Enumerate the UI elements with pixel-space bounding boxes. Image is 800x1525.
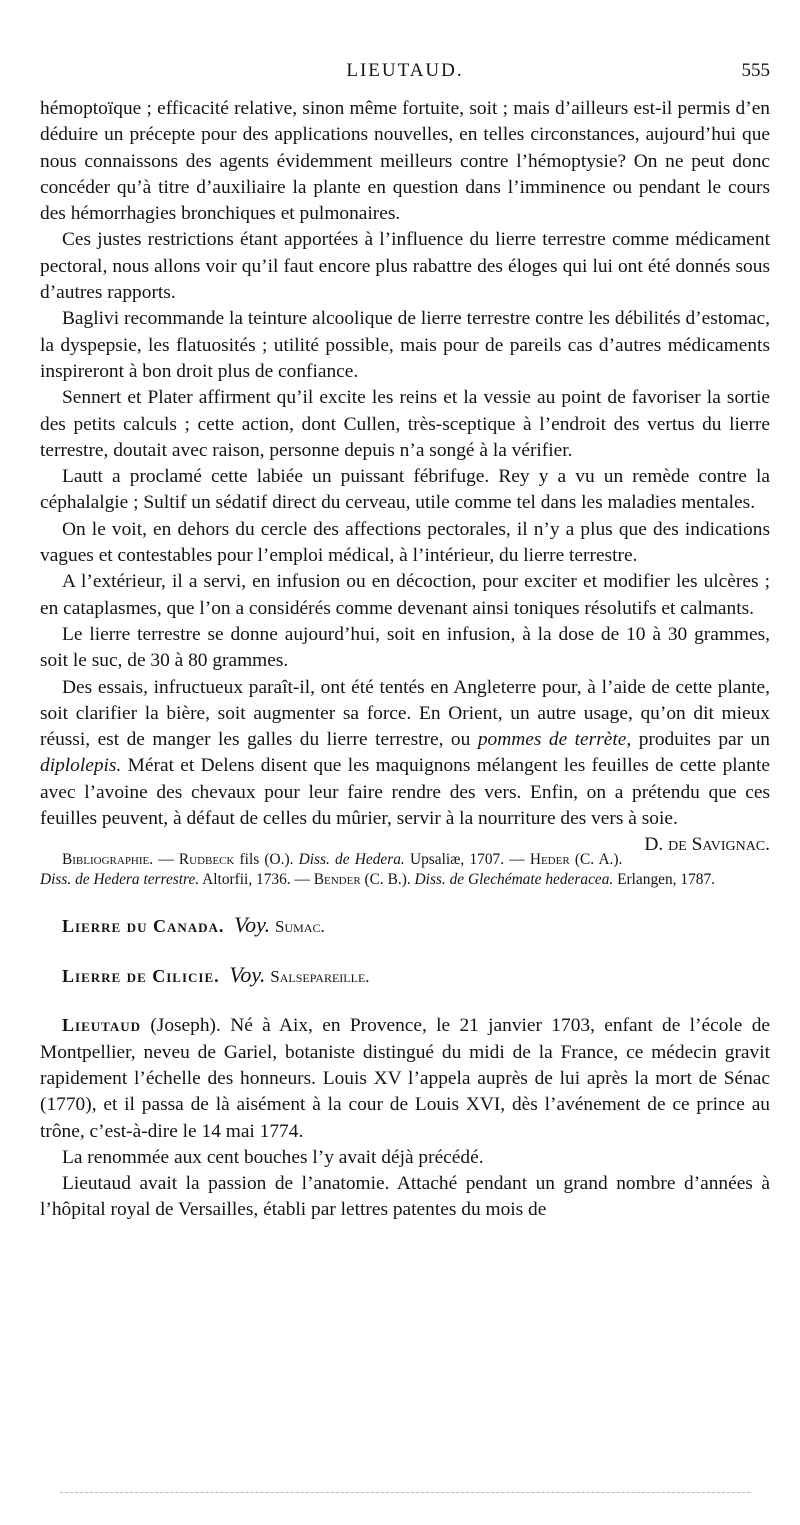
- italic-term: diplolepis.: [40, 755, 122, 777]
- paragraph: Le lierre terrestre se donne aujourd’hui, soit en infusion, à la dose de 10 à 30 grammes, soit le suc, de 30 à 80 grammes.: [40, 623, 770, 672]
- paragraph-text: Mérat et Delens disent que les maquignons mélangent les feuilles de cette plante avec l’avoine des chevaux pour leur faire rendre des vers. Enfin, on a prétendu que ces feuilles peuvent, à défaut de celles du mûrier, servir à la nourriture des vers à soie.: [40, 755, 770, 830]
- voy-label: Voy.: [229, 962, 266, 988]
- paragraph: On le voit, en dehors du cercle des affections pectorales, il n’y a plus que des indications vagues et contestables pour l’emploi médical, à l’intérieur, du lierre terrestre.: [40, 518, 770, 567]
- voy-label: Voy.: [234, 912, 271, 938]
- entry-text: Né à Aix, en Provence, le 21 janvier 1703, enfant de l’école de Montpellier, neveu de Gariel, botaniste distingué du midi de la France, ce médecin gravit rapidement l’échelle des honneurs. Louis XV l’appela auprès de lui après la mort de Sénac (1770), et il passa de là aisément à la cour de Louis XVI, dès l’avénement de ce prince au trône, c’est-à-dire le 14 mai 1774.: [40, 1015, 770, 1142]
- paragraph: Sennert et Plater affirment qu’il excite les reins et la vessie au point de favoriser la sortie des petits calculs ; cette action, dont Cullen, très-sceptique à l’endroit des vertus du lierre terrestre, doutait avec raison, personne depuis n’a songé à la vérifier.: [40, 387, 770, 461]
- bib-author: Bender: [313, 871, 361, 889]
- paragraph: Baglivi recommande la teinture alcoolique de lierre terrestre contre les débilités d’estomac, la dyspepsie, les flatuosités ; utilité possible, mais pour de pareils cas d’autres médicaments inspireront à bon droit plus de confiance.: [40, 308, 770, 382]
- paragraph: La renommée aux cent bouches l’y avait déjà précédé.: [62, 1146, 484, 1168]
- page-header: [40, 60, 770, 90]
- body-text: [40, 96, 770, 1224]
- entry-headword: Lierre du Canada.: [62, 916, 225, 937]
- bib-text: fils (O.).: [234, 851, 299, 869]
- biographical-entry: [40, 1012, 770, 1144]
- entry-forename: (Joseph).: [141, 1015, 221, 1037]
- bib-text: Erlangen, 1787.: [613, 871, 716, 889]
- paragraph: Ces justes restrictions étant apportées à l’influence du lierre terrestre comme médicament pectoral, nous allons voir qu’il faut encore plus rabattre des éloges qui lui ont été donnés sous d’autres rapports.: [40, 229, 770, 304]
- bib-text: (C. B.).: [360, 871, 415, 889]
- bib-text: (C. A.).: [569, 851, 623, 869]
- author-signature: D. de Savignac.: [644, 834, 770, 856]
- italic-term: pommes de terrète,: [477, 729, 632, 751]
- footer-rule: [60, 1492, 750, 1493]
- cross-reference-entry: [40, 962, 770, 990]
- bib-author: Heder: [529, 851, 570, 869]
- paragraph: Lieutaud avait la passion de l’anatomie. Attaché pendant un grand nombre d’années à l’hôpital royal de Versailles, établi par lettres patentes du mois de: [40, 1173, 770, 1221]
- paragraph: A l’extérieur, il a servi, en infusion ou en décoction, pour exciter et modifier les ulcères ; en cataplasmes, que l’on a considérés comme devenant ainsi toniques résolutifs et calmants.: [40, 571, 770, 619]
- bib-title: Diss. de Hedera.: [298, 851, 405, 869]
- cross-reference-entry: [40, 912, 770, 940]
- paragraph-with-signature: [40, 675, 770, 856]
- bibliography-label: Bibliographie.: [62, 851, 154, 869]
- paragraph: hémoptoïque ; efficacité relative, sinon même fortuite, soit ; mais d’ailleurs est-il permis d’en déduire un précepte pour des applications nouvelles, en telles circonstances, aujourd’hui que nous connaissons des agents évidemment meilleurs contre l’hémoptysie? On ne peut donc concéder qu’à titre d’auxiliaire la plante en question dans l’imminence ou pendant le cours des hémorrhagies bronchiques et pulmonaires.: [40, 98, 770, 225]
- paragraph-text: Des essais, infructueux paraît-il, ont été tentés en Angleterre pour, à l’aide de cette plante, soit clarifier la bière, soit augmenter sa force. En Orient, un autre usage, qu’on dit mieux réussi, est de manger les galles du lierre terrestre, ou: [40, 676, 770, 751]
- bib-title: Diss. de Glechémate hederacea.: [414, 871, 614, 889]
- bib-text: Upsaliæ, 1707. —: [404, 851, 530, 869]
- paragraph-text: produites par un: [631, 729, 770, 751]
- entry-headword: Lieutaud: [62, 1015, 141, 1036]
- cross-reference-target: Sumac.: [275, 917, 325, 937]
- cross-reference-target: Salsepareille.: [270, 967, 370, 987]
- page-number: 555: [741, 60, 770, 81]
- bib-author: Rudbeck: [178, 851, 235, 869]
- bib-title: Diss. de Hedera terrestre.: [40, 871, 200, 889]
- entry-headword: Lierre de Cilicie.: [62, 966, 220, 987]
- running-title: LIEUTAUD.: [346, 60, 464, 81]
- paragraph: Lautt a proclamé cette labiée un puissant fébrifuge. Rey y a vu un remède contre la céphalalgie ; Sultif un sédatif direct du cerveau, utile comme tel dans les maladies mentales.: [40, 466, 770, 514]
- bib-text: —: [153, 851, 179, 869]
- bib-text: Altorfii, 1736. —: [199, 871, 314, 889]
